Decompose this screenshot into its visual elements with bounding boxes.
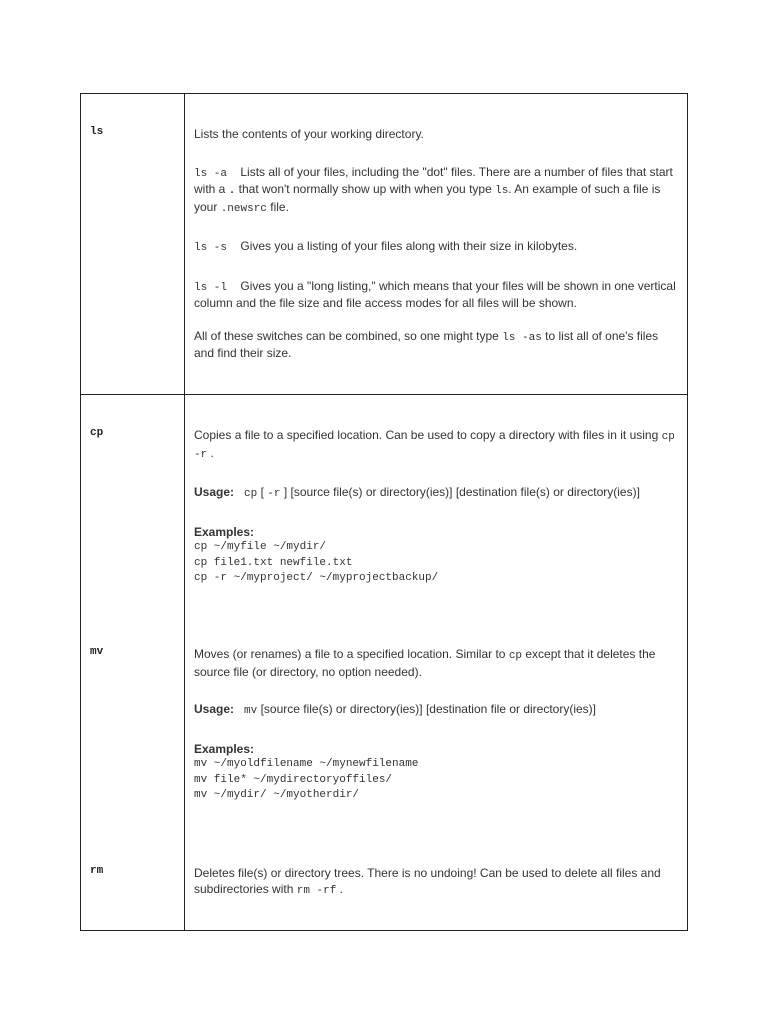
command-name-ls: ls bbox=[90, 126, 104, 138]
mv-intro: Moves (or renames) a file to a specified location. Similar to cp except that it deletes the source file (or directory, no option needed). bbox=[194, 647, 656, 679]
ls-option-s: ls -s Gives you a listing of your files along with their size in kilobytes. bbox=[194, 239, 578, 254]
cp-usage: Usage: cp [ -r ] [source file(s) or directory(ies)] [destination file(s) or directory(ies)] bbox=[194, 485, 640, 500]
ls-a-code: ls -a bbox=[194, 167, 228, 180]
command-table bbox=[80, 93, 688, 931]
command-name-mv: mv bbox=[90, 646, 104, 658]
command-name-cp: cp bbox=[90, 427, 104, 439]
row-divider bbox=[81, 394, 687, 395]
cp-example: cp file1.txt newfile.txt bbox=[194, 556, 353, 569]
mv-examples-label: Examples: bbox=[194, 741, 255, 756]
mv-description bbox=[194, 647, 679, 804]
cp-example: cp -r ~/myproject/ ~/myprojectbackup/ bbox=[194, 572, 439, 584]
cp-examples-label: Examples: bbox=[194, 524, 255, 539]
mv-example: mv file* ~/mydirectoryoffiles/ bbox=[194, 773, 393, 786]
mv-usage: Usage: mv [source file(s) or directory(ies)] [destination file or directory(ies)] bbox=[194, 702, 597, 717]
rm-intro: Deletes file(s) or directory trees. There is no undoing! Can be used to delete all files and subdirectories with rm -rf . bbox=[194, 866, 661, 897]
mv-example: mv ~/mydir/ ~/myotherdir/ bbox=[194, 789, 360, 801]
command-name-rm: rm bbox=[90, 865, 104, 877]
rm-description bbox=[194, 866, 679, 899]
ls-option-l: ls -l Gives you a "long listing," which means that your files will be shown in one vertical column and the file size and file access modes for all files will be shown. bbox=[194, 278, 676, 310]
cp-description bbox=[194, 428, 679, 587]
ls-combine: All of these switches can be combined, so one might type ls -as to list all of one's files and find their size. bbox=[194, 328, 659, 360]
ls-description bbox=[194, 127, 679, 362]
ls-option-a: ls -a Lists all of your files, including the "dot" files. There are a number of files that start with a . that won't normally show up with when you type ls. An example of such a file is your .newsrc file. bbox=[194, 164, 673, 215]
column-divider bbox=[184, 94, 185, 930]
cp-intro: Copies a file to a specified location. Can be used to copy a directory with files in it using cp -r . bbox=[194, 428, 675, 461]
cp-example: cp ~/myfile ~/mydir/ bbox=[194, 541, 327, 553]
mv-example: mv ~/myoldfilename ~/mynewfilename bbox=[194, 758, 419, 770]
ls-intro: Lists the contents of your working directory. bbox=[194, 127, 424, 141]
